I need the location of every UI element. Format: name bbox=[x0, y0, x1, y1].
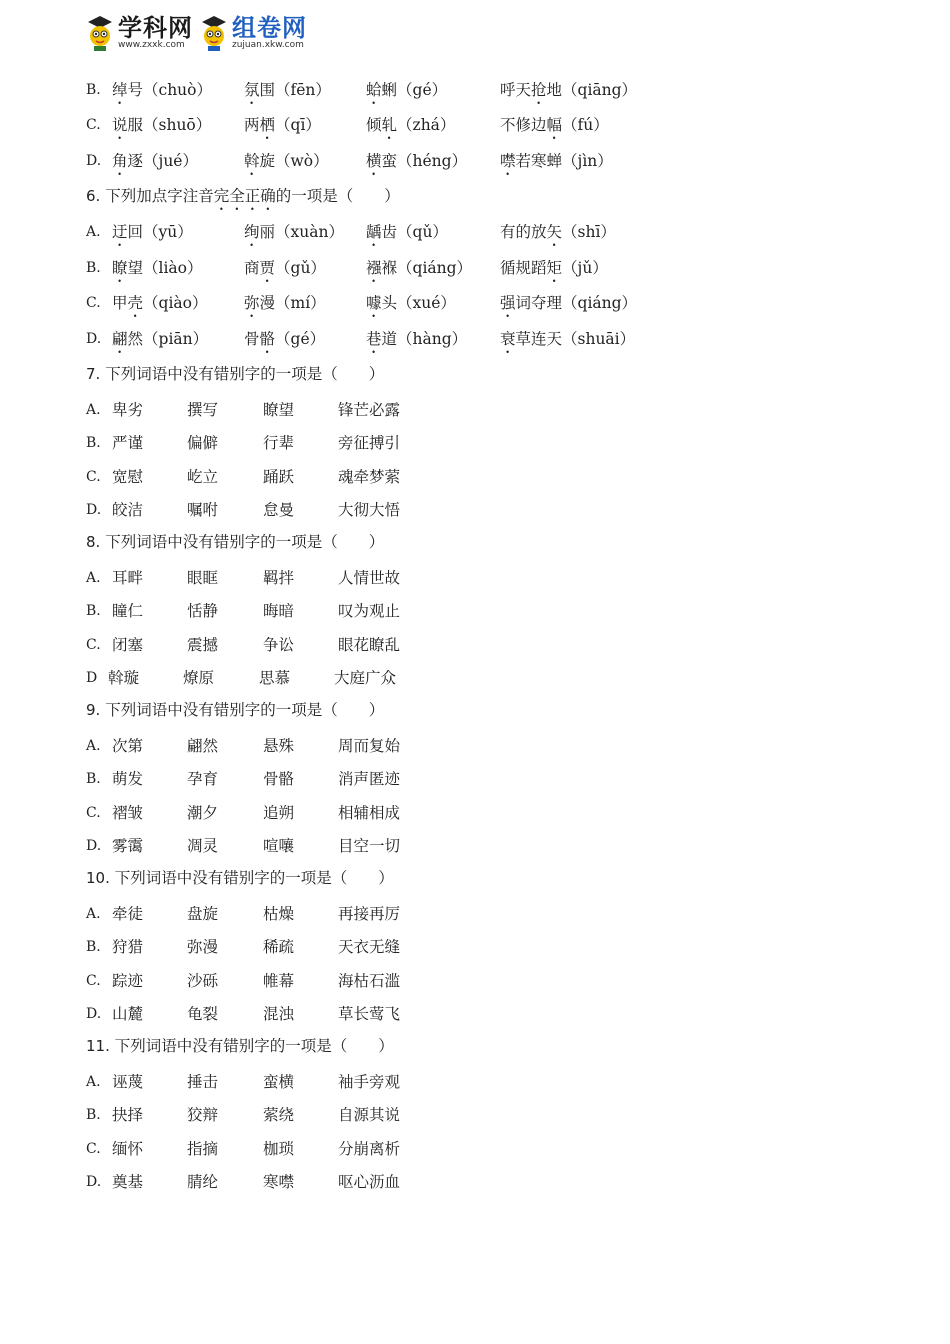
option-letter: C. bbox=[86, 468, 101, 485]
item-text: 有的放 bbox=[500, 223, 547, 241]
question-title bbox=[86, 865, 394, 891]
option-letter: A. bbox=[86, 738, 101, 754]
item-text: 回（yū） bbox=[127, 223, 193, 241]
option-letter: D. bbox=[86, 1174, 102, 1191]
option-item bbox=[500, 326, 635, 357]
option-word: 海枯石滥 bbox=[338, 971, 401, 990]
option-item bbox=[366, 148, 467, 179]
mascot-icon bbox=[199, 14, 229, 52]
option-word: 怠曼 bbox=[263, 501, 295, 520]
item-text: 两 bbox=[244, 116, 260, 134]
option-word: 诬蔑 bbox=[112, 1073, 144, 1091]
logo1-sub: www.zxxk.com bbox=[118, 40, 185, 50]
item-text: （shī） bbox=[562, 223, 616, 241]
item-text: 倾 bbox=[366, 116, 382, 134]
option-word: 相辅相成 bbox=[338, 803, 401, 822]
option-word: 震撼 bbox=[187, 635, 219, 654]
emphasized-char: 绚 bbox=[244, 223, 260, 241]
option-letter: C. bbox=[86, 804, 101, 821]
emphasized-char: 氛 bbox=[244, 81, 260, 99]
question-text: 下列词语中没有错别字的一项是（ ） bbox=[100, 365, 385, 383]
option-word: 蛮横 bbox=[263, 1073, 295, 1091]
option-word: 羁拌 bbox=[263, 569, 295, 587]
item-text: 头（xué） bbox=[381, 294, 456, 312]
option-item bbox=[500, 148, 613, 179]
option-word: 人情世故 bbox=[338, 569, 401, 587]
emphasized-char: 壳 bbox=[127, 294, 144, 312]
emphasized-char: 骼 bbox=[259, 330, 276, 348]
item-text: 逐（jué） bbox=[127, 152, 198, 170]
item-text: （jǔ） bbox=[562, 259, 608, 277]
option-word: 斡璇 bbox=[108, 669, 140, 688]
question-number: 7. bbox=[86, 365, 101, 383]
option-word: 瞳仁 bbox=[112, 602, 144, 621]
item-text: 道（hàng） bbox=[381, 330, 468, 348]
option-word: 狡辩 bbox=[187, 1106, 219, 1125]
option-word: 翩然 bbox=[187, 737, 219, 755]
option-word: 耳畔 bbox=[112, 569, 144, 587]
emphasized-char: 斡 bbox=[244, 152, 260, 170]
question-text: 下列加点字注音 bbox=[100, 187, 214, 205]
option-word: 周而复始 bbox=[338, 737, 401, 755]
option-word: 喧嚷 bbox=[263, 837, 295, 856]
option-letter: C. bbox=[86, 636, 101, 653]
option-word: 叹为观止 bbox=[338, 602, 401, 621]
emphasized-char: 横 bbox=[366, 152, 382, 170]
option-item bbox=[112, 77, 212, 108]
question-number: 6. bbox=[86, 187, 101, 205]
option-letter: B. bbox=[86, 939, 101, 956]
option-letter: D. bbox=[86, 502, 102, 519]
option-word: 卑劣 bbox=[112, 401, 144, 419]
option-item bbox=[500, 255, 608, 286]
option-item bbox=[244, 148, 329, 179]
zujuan-logo bbox=[199, 14, 307, 52]
option-word: 宽慰 bbox=[112, 467, 144, 486]
option-word: 大庭广众 bbox=[334, 669, 397, 688]
item-text: 号（chuò） bbox=[127, 81, 212, 99]
option-word: 腈纶 bbox=[187, 1173, 219, 1192]
option-letter: D bbox=[86, 670, 98, 687]
option-word: 思慕 bbox=[259, 669, 291, 688]
option-item bbox=[366, 255, 472, 286]
option-item bbox=[244, 255, 326, 286]
option-word: 枯燥 bbox=[263, 905, 295, 923]
emphasized-char: 强 bbox=[500, 294, 516, 312]
option-word: 次第 bbox=[112, 737, 144, 755]
option-letter: C. bbox=[86, 117, 101, 133]
option-word: 枷琐 bbox=[263, 1139, 295, 1158]
emphasized-char: 龋 bbox=[366, 223, 382, 241]
option-letter: A. bbox=[86, 906, 101, 922]
item-text: 齿（qǔ） bbox=[381, 223, 448, 241]
option-word: 魂牵梦萦 bbox=[338, 467, 401, 486]
item-text: 词夺理（qiáng） bbox=[515, 294, 638, 312]
option-word: 萦绕 bbox=[263, 1106, 295, 1125]
item-text: 漫（mí） bbox=[259, 294, 326, 312]
option-word: 旁征搏引 bbox=[338, 434, 401, 453]
option-item bbox=[244, 112, 321, 143]
option-letter: B. bbox=[86, 1107, 101, 1124]
option-letter: D. bbox=[86, 331, 102, 347]
item-text: （gé） bbox=[275, 330, 326, 348]
option-word: 燎原 bbox=[183, 669, 215, 688]
item-text: 围（fēn） bbox=[259, 81, 331, 99]
logo2-sub: zujuan.xkw.com bbox=[232, 40, 304, 50]
option-letter: B. bbox=[86, 771, 101, 788]
option-word: 缅怀 bbox=[112, 1139, 144, 1158]
option-word: 悬殊 bbox=[263, 737, 295, 755]
option-word: 呕心沥血 bbox=[338, 1173, 401, 1192]
item-text: 商 bbox=[244, 259, 260, 277]
option-letter: B. bbox=[86, 82, 101, 98]
emphasized-char: 矩 bbox=[546, 259, 563, 277]
option-item bbox=[500, 290, 637, 321]
question-text: 的一项是（ ） bbox=[275, 187, 400, 205]
option-item bbox=[244, 219, 344, 250]
option-letter: B. bbox=[86, 260, 101, 276]
emphasized-char: 蛤 bbox=[366, 81, 382, 99]
item-text: 然（piān） bbox=[127, 330, 209, 348]
option-word: 消声匿迹 bbox=[338, 770, 401, 789]
question-number: 11. bbox=[86, 1037, 110, 1055]
logo1-text: 学科网 bbox=[118, 14, 193, 42]
option-word: 瞭望 bbox=[263, 401, 295, 419]
mascot-icon bbox=[85, 14, 115, 52]
emphasized-char: 瞭 bbox=[112, 259, 128, 277]
option-word: 骨骼 bbox=[263, 770, 295, 789]
emphasized-char: 翩 bbox=[112, 330, 128, 348]
option-word: 追朔 bbox=[263, 803, 295, 822]
option-word: 混浊 bbox=[263, 1005, 295, 1024]
item-text: 骨 bbox=[244, 330, 260, 348]
option-word: 沙砾 bbox=[187, 971, 219, 990]
option-letter: B. bbox=[86, 435, 101, 452]
item-text: 望（liào） bbox=[127, 259, 203, 277]
emphasized-char: 巷 bbox=[366, 330, 382, 348]
option-item bbox=[500, 219, 616, 250]
option-word: 晦暗 bbox=[263, 602, 295, 621]
emphasized-text: 完全正确 bbox=[213, 187, 276, 205]
item-text: （zhá） bbox=[397, 116, 456, 134]
option-item bbox=[244, 290, 326, 321]
option-word: 帷幕 bbox=[263, 971, 295, 990]
option-word: 指摘 bbox=[187, 1139, 219, 1158]
item-text: 褓（qiáng） bbox=[381, 259, 473, 277]
option-item bbox=[366, 290, 456, 321]
item-text: （fú） bbox=[562, 116, 609, 134]
option-letter: A. bbox=[86, 1074, 101, 1090]
question-title bbox=[86, 1033, 394, 1059]
emphasized-char: 绰 bbox=[112, 81, 128, 99]
option-item bbox=[244, 77, 331, 108]
question-number: 8. bbox=[86, 533, 101, 551]
option-word: 屹立 bbox=[187, 467, 219, 486]
option-item bbox=[112, 219, 193, 250]
option-word: 大彻大悟 bbox=[338, 501, 401, 520]
option-word: 褶皱 bbox=[112, 803, 144, 822]
emphasized-char: 栖 bbox=[259, 116, 276, 134]
option-word: 眼花瞭乱 bbox=[338, 635, 401, 654]
option-word: 抉择 bbox=[112, 1106, 144, 1125]
emphasized-char: 襁 bbox=[366, 259, 382, 277]
item-text: （gǔ） bbox=[275, 259, 326, 277]
item-text: 草连天（shuāi） bbox=[515, 330, 636, 348]
question-title bbox=[86, 361, 384, 387]
item-text: 甲 bbox=[112, 294, 128, 312]
question-text: 下列词语中没有错别字的一项是（ ） bbox=[109, 869, 394, 887]
option-word: 眼眶 bbox=[187, 569, 219, 587]
option-word: 分崩离析 bbox=[338, 1139, 401, 1158]
emphasized-char: 贾 bbox=[259, 259, 276, 277]
emphasized-char: 衰 bbox=[500, 330, 516, 348]
option-item bbox=[112, 326, 208, 357]
emphasized-char: 轧 bbox=[381, 116, 398, 134]
item-text: 服（shuō） bbox=[127, 116, 212, 134]
question-number: 9. bbox=[86, 701, 101, 719]
emphasized-char: 矢 bbox=[546, 223, 563, 241]
question-text: 下列词语中没有错别字的一项是（ ） bbox=[109, 1037, 394, 1055]
option-word: 自源其说 bbox=[338, 1106, 401, 1125]
option-word: 严谨 bbox=[112, 434, 144, 453]
option-word: 再接再厉 bbox=[338, 905, 401, 923]
option-word: 狩猎 bbox=[112, 938, 144, 957]
question-number: 10. bbox=[86, 869, 110, 887]
option-letter: D. bbox=[86, 153, 102, 169]
option-word: 偏僻 bbox=[187, 434, 219, 453]
option-letter: D. bbox=[86, 1006, 102, 1023]
item-text: 不修边 bbox=[500, 116, 547, 134]
option-word: 弥漫 bbox=[187, 938, 219, 957]
option-word: 嘱咐 bbox=[187, 501, 219, 520]
option-item bbox=[112, 112, 211, 143]
option-letter: C. bbox=[86, 295, 101, 311]
option-item bbox=[500, 112, 609, 143]
option-word: 山麓 bbox=[112, 1005, 144, 1024]
option-word: 稀疏 bbox=[263, 938, 295, 957]
question-text: 下列词语中没有错别字的一项是（ ） bbox=[100, 701, 385, 719]
question-6-title bbox=[86, 183, 400, 209]
item-text: （qiào） bbox=[143, 294, 208, 312]
option-word: 凋灵 bbox=[187, 837, 219, 856]
option-word: 草长莺飞 bbox=[338, 1005, 401, 1024]
option-letter: B. bbox=[86, 603, 101, 620]
emphasized-char: 噤 bbox=[500, 152, 516, 170]
item-text: （qī） bbox=[275, 116, 321, 134]
option-item bbox=[366, 77, 447, 108]
option-word: 奠基 bbox=[112, 1173, 144, 1192]
option-word: 牵徒 bbox=[112, 905, 144, 923]
option-letter: A. bbox=[86, 402, 101, 418]
option-letter: C. bbox=[86, 1140, 101, 1157]
emphasized-char: 幅 bbox=[546, 116, 563, 134]
option-item bbox=[112, 148, 198, 179]
option-letter: C. bbox=[86, 972, 101, 989]
emphasized-char: 噱 bbox=[366, 294, 382, 312]
option-item bbox=[500, 77, 637, 108]
option-word: 闭塞 bbox=[112, 635, 144, 654]
option-word: 潮夕 bbox=[187, 803, 219, 822]
emphasized-char: 角 bbox=[112, 152, 128, 170]
item-text: 旋（wò） bbox=[259, 152, 329, 170]
item-text: 丽（xuàn） bbox=[259, 223, 344, 241]
question-text: 下列词语中没有错别字的一项是（ ） bbox=[100, 533, 385, 551]
emphasized-char: 迂 bbox=[112, 223, 128, 241]
option-item bbox=[366, 219, 448, 250]
option-word: 踊跃 bbox=[263, 467, 295, 486]
option-word: 踪迹 bbox=[112, 971, 144, 990]
header-logos bbox=[85, 12, 307, 54]
option-word: 寒噤 bbox=[263, 1173, 295, 1192]
item-text: 蜊（gé） bbox=[381, 81, 448, 99]
option-letter: D. bbox=[86, 838, 102, 855]
option-word: 撰写 bbox=[187, 401, 219, 419]
option-item bbox=[112, 290, 207, 321]
option-word: 盘旋 bbox=[187, 905, 219, 923]
option-word: 恬静 bbox=[187, 602, 219, 621]
option-item bbox=[112, 255, 203, 286]
emphasized-char: 说 bbox=[112, 116, 128, 134]
option-item bbox=[366, 112, 455, 143]
item-text: 若寒蝉（jìn） bbox=[515, 152, 613, 170]
option-word: 袖手旁观 bbox=[338, 1073, 401, 1091]
zxxk-logo bbox=[85, 14, 193, 52]
question-title bbox=[86, 529, 384, 555]
question-title bbox=[86, 697, 384, 723]
emphasized-char: 抢 bbox=[531, 81, 547, 99]
option-word: 皎洁 bbox=[112, 501, 144, 520]
item-text: 地（qiāng） bbox=[546, 81, 638, 99]
option-word: 行辈 bbox=[263, 434, 295, 453]
option-item bbox=[244, 326, 325, 357]
option-letter: A. bbox=[86, 224, 101, 240]
logo2-text: 组卷网 bbox=[232, 14, 307, 42]
option-word: 锋芒必露 bbox=[338, 401, 401, 419]
option-word: 龟裂 bbox=[187, 1005, 219, 1024]
option-word: 雾霭 bbox=[112, 837, 144, 856]
item-text: 蛮（héng） bbox=[381, 152, 468, 170]
item-text: 呼天 bbox=[500, 81, 532, 99]
option-item bbox=[366, 326, 467, 357]
option-word: 天衣无缝 bbox=[338, 938, 401, 957]
option-word: 孕育 bbox=[187, 770, 219, 789]
option-word: 目空一切 bbox=[338, 837, 401, 856]
option-word: 萌发 bbox=[112, 770, 144, 789]
option-word: 捶击 bbox=[187, 1073, 219, 1091]
item-text: 循规蹈 bbox=[500, 259, 547, 277]
option-letter: A. bbox=[86, 570, 101, 586]
emphasized-char: 弥 bbox=[244, 294, 260, 312]
option-word: 争讼 bbox=[263, 635, 295, 654]
